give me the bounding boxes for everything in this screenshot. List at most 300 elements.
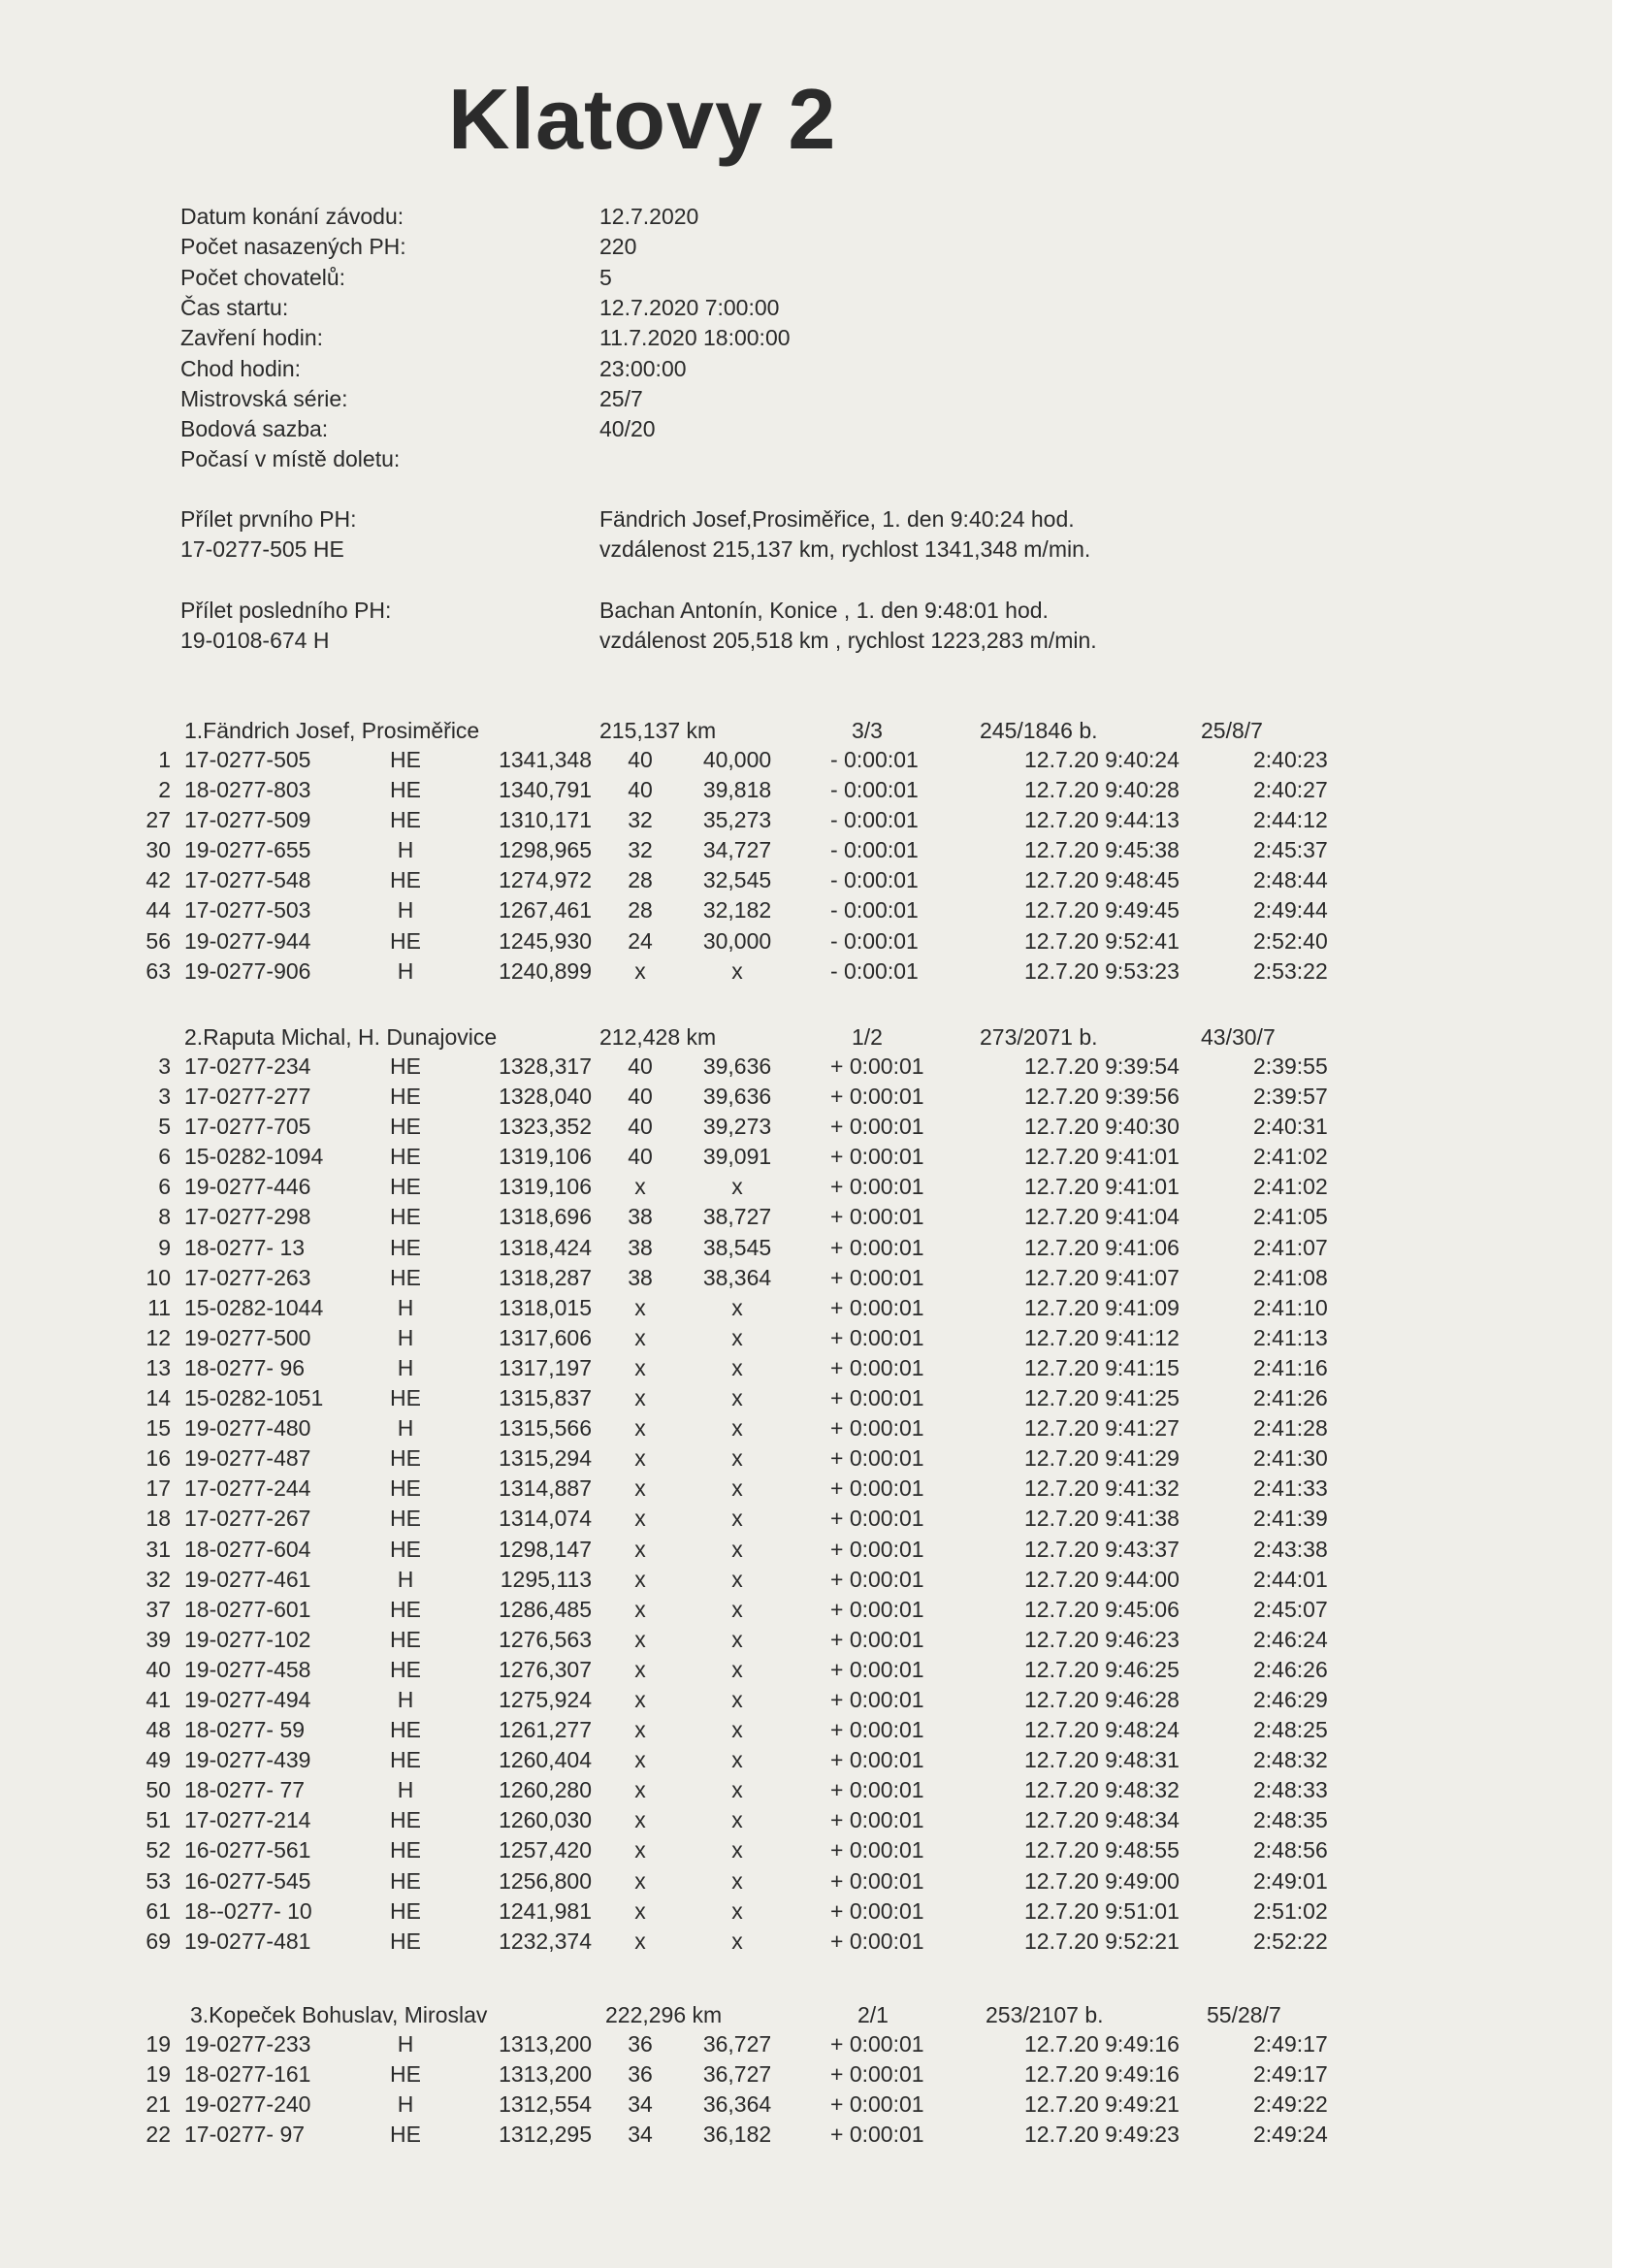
breeder-name: 1.Fändrich Josef, Prosiměřice xyxy=(184,718,480,743)
speed: 1328,317 xyxy=(499,1053,592,1079)
arrival-time: 12.7.20 9:46:23 xyxy=(1024,1626,1180,1652)
table-row xyxy=(0,1355,1612,1385)
speed: 1318,696 xyxy=(499,1204,592,1230)
ring-number: 19-0277-446 xyxy=(184,1174,311,1200)
clock-correction: + 0:00:01 xyxy=(830,1053,924,1079)
sex: HE xyxy=(390,1596,421,1622)
clock-correction: + 0:00:01 xyxy=(830,1536,924,1562)
clock-correction: + 0:00:01 xyxy=(830,1928,924,1954)
clock-correction: + 0:00:01 xyxy=(830,1114,924,1140)
table-row xyxy=(0,1868,1612,1898)
flight-time: 2:41:33 xyxy=(1253,1475,1328,1502)
placement: 32 xyxy=(146,1566,171,1592)
sex: HE xyxy=(390,1475,421,1502)
coefficient: x xyxy=(731,1717,743,1743)
meta-row xyxy=(0,295,1358,326)
points: x xyxy=(634,1324,646,1350)
sex: HE xyxy=(390,1084,421,1110)
flight-time: 2:41:28 xyxy=(1253,1415,1328,1442)
speed: 1276,307 xyxy=(499,1656,592,1682)
ring-number: 18-0277- 96 xyxy=(184,1354,306,1380)
arrival-time: 12.7.20 9:40:24 xyxy=(1024,747,1180,772)
flight-time: 2:40:31 xyxy=(1253,1114,1328,1140)
placement: 17 xyxy=(146,1475,171,1502)
table-row xyxy=(0,1235,1612,1265)
flight-time: 2:48:25 xyxy=(1253,1717,1328,1743)
clock-correction: + 0:00:01 xyxy=(830,1354,924,1380)
sex: HE xyxy=(390,1144,421,1170)
sex: HE xyxy=(390,1928,421,1954)
coefficient: x xyxy=(731,1867,743,1894)
first-arrival-label: Přílet prvního PH: xyxy=(180,506,357,532)
placement: 18 xyxy=(146,1506,171,1532)
placement: 3 xyxy=(158,1084,171,1110)
coefficient: 38,727 xyxy=(702,1204,772,1230)
flight-time: 2:41:07 xyxy=(1253,1234,1328,1260)
clock-correction: + 0:00:01 xyxy=(830,1596,924,1622)
points: x xyxy=(634,1415,646,1442)
table-row xyxy=(0,1053,1612,1084)
ring-number: 17-0277-503 xyxy=(184,897,311,923)
meta-label: Počet nasazených PH: xyxy=(180,234,406,260)
ring-number: 17-0277-263 xyxy=(184,1264,311,1290)
ring-number: 17-0277-705 xyxy=(184,1114,311,1140)
ring-number: 18-0277-803 xyxy=(184,777,311,803)
ring-number: 19-0277-102 xyxy=(184,1626,311,1652)
clock-correction: + 0:00:01 xyxy=(830,1264,924,1290)
table-row xyxy=(0,1928,1612,1959)
coefficient: x xyxy=(731,1324,743,1350)
coefficient: 36,727 xyxy=(702,2031,772,2057)
arrival-time: 12.7.20 9:41:01 xyxy=(1024,1144,1180,1170)
sex: HE xyxy=(390,1114,421,1140)
ring-number: 17-0277-505 xyxy=(184,747,311,772)
speed: 1286,485 xyxy=(499,1596,592,1622)
points: x xyxy=(634,1566,646,1592)
speed: 1341,348 xyxy=(499,747,592,772)
flight-time: 2:51:02 xyxy=(1253,1897,1328,1924)
meta-row xyxy=(0,356,1358,387)
clock-correction: - 0:00:01 xyxy=(830,777,919,803)
placement: 53 xyxy=(146,1867,171,1894)
last-arrival-line1 xyxy=(0,598,1358,629)
placement: 61 xyxy=(146,1897,171,1924)
table-row xyxy=(0,1415,1612,1445)
table-row xyxy=(0,1687,1612,1717)
points: 28 xyxy=(628,867,653,893)
arrival-time: 12.7.20 9:45:06 xyxy=(1024,1596,1180,1622)
placement: 6 xyxy=(158,1144,171,1170)
breeder-header xyxy=(0,718,1612,747)
arrival-time: 12.7.20 9:41:09 xyxy=(1024,1294,1180,1320)
placement: 12 xyxy=(146,1324,171,1350)
breeder-ratio: 1/2 xyxy=(852,1024,883,1050)
speed: 1245,930 xyxy=(499,927,592,954)
coefficient: x xyxy=(731,1506,743,1532)
flight-time: 2:41:39 xyxy=(1253,1506,1328,1532)
arrival-time: 12.7.20 9:48:34 xyxy=(1024,1807,1180,1833)
sex: HE xyxy=(390,1626,421,1652)
ring-number: 17-0277-267 xyxy=(184,1506,311,1532)
breeder-distance: 222,296 km xyxy=(605,2002,723,2027)
placement: 8 xyxy=(158,1204,171,1230)
placement: 56 xyxy=(146,927,171,954)
speed: 1315,837 xyxy=(499,1385,592,1411)
breeder-name: 2.Raputa Michal, H. Dunajovice xyxy=(184,1024,498,1050)
meta-row xyxy=(0,446,1358,477)
sex: HE xyxy=(390,1656,421,1682)
sex: H xyxy=(397,2031,414,2057)
sex: HE xyxy=(390,747,421,772)
sex: HE xyxy=(390,927,421,954)
table-row xyxy=(0,1084,1612,1114)
clock-correction: + 0:00:01 xyxy=(830,1837,924,1863)
coefficient: 38,545 xyxy=(702,1234,772,1260)
sex: H xyxy=(397,957,414,984)
breeder-section xyxy=(0,718,1612,988)
coefficient: 30,000 xyxy=(702,927,772,954)
arrival-time: 12.7.20 9:41:32 xyxy=(1024,1475,1180,1502)
sex: HE xyxy=(390,1385,421,1411)
table-row xyxy=(0,1597,1612,1627)
ring-number: 18-0277- 13 xyxy=(184,1234,306,1260)
points: 38 xyxy=(628,1204,653,1230)
breeder-ratio: 2/1 xyxy=(857,2002,889,2027)
first-arrival-info: Fändrich Josef,Prosiměřice, 1. den 9:40:24 hod. xyxy=(599,506,1075,532)
placement: 11 xyxy=(147,1294,171,1320)
arrival-time: 12.7.20 9:41:01 xyxy=(1024,1174,1180,1200)
ring-number: 16-0277-545 xyxy=(184,1867,311,1894)
speed: 1298,965 xyxy=(499,837,592,863)
clock-correction: + 0:00:01 xyxy=(830,1204,924,1230)
points: x xyxy=(634,1506,646,1532)
ring-number: 17-0277-298 xyxy=(184,1204,311,1230)
flight-time: 2:41:26 xyxy=(1253,1385,1328,1411)
meta-row xyxy=(0,204,1358,235)
speed: 1323,352 xyxy=(499,1114,592,1140)
table-row xyxy=(0,1898,1612,1928)
table-row xyxy=(0,2061,1612,2091)
points: x xyxy=(634,1897,646,1924)
points: 40 xyxy=(628,747,653,772)
arrival-time: 12.7.20 9:52:21 xyxy=(1024,1928,1180,1954)
clock-correction: - 0:00:01 xyxy=(830,897,919,923)
coefficient: x xyxy=(731,1777,743,1803)
placement: 5 xyxy=(158,1114,171,1140)
breeder-points: 273/2071 b. xyxy=(980,1024,1098,1050)
meta-label: Mistrovská série: xyxy=(180,385,348,411)
ring-number: 15-0282-1051 xyxy=(184,1385,324,1411)
speed: 1240,899 xyxy=(499,957,592,984)
clock-correction: - 0:00:01 xyxy=(830,957,919,984)
arrival-time: 12.7.20 9:48:31 xyxy=(1024,1747,1180,1773)
points: 34 xyxy=(628,2091,653,2118)
flight-time: 2:46:26 xyxy=(1253,1656,1328,1682)
table-row xyxy=(0,897,1612,927)
flight-time: 2:41:05 xyxy=(1253,1204,1328,1230)
placement: 30 xyxy=(146,837,171,863)
speed: 1274,972 xyxy=(499,867,592,893)
ring-number: 19-0277-655 xyxy=(184,837,311,863)
arrival-time: 12.7.20 9:41:27 xyxy=(1024,1415,1180,1442)
coefficient: x xyxy=(731,1385,743,1411)
breeder-header xyxy=(0,1024,1612,1053)
speed: 1328,040 xyxy=(499,1084,592,1110)
speed: 1312,554 xyxy=(499,2091,592,2118)
clock-correction: + 0:00:01 xyxy=(830,2031,924,2057)
meta-label: Chod hodin: xyxy=(180,355,302,381)
placement: 42 xyxy=(146,867,171,893)
placement: 19 xyxy=(146,2031,171,2057)
breeder-series: 43/30/7 xyxy=(1201,1024,1276,1050)
sex: HE xyxy=(390,1717,421,1743)
clock-correction: + 0:00:01 xyxy=(830,1897,924,1924)
points: x xyxy=(634,1385,646,1411)
ring-number: 19-0277-233 xyxy=(184,2031,311,2057)
points: x xyxy=(634,1475,646,1502)
placement: 19 xyxy=(146,2061,171,2088)
ring-number: 17-0277- 97 xyxy=(184,2122,306,2148)
points: 28 xyxy=(628,897,653,923)
clock-correction: + 0:00:01 xyxy=(830,1475,924,1502)
flight-time: 2:48:32 xyxy=(1253,1747,1328,1773)
coefficient: x xyxy=(731,1566,743,1592)
placement: 37 xyxy=(146,1596,171,1622)
breeder-series: 25/8/7 xyxy=(1201,718,1263,743)
clock-correction: + 0:00:01 xyxy=(830,1686,924,1712)
arrival-time: 12.7.20 9:40:30 xyxy=(1024,1114,1180,1140)
placement: 50 xyxy=(146,1777,171,1803)
clock-correction: + 0:00:01 xyxy=(830,1807,924,1833)
coefficient: x xyxy=(731,1415,743,1442)
points: 40 xyxy=(628,1084,653,1110)
coefficient: 38,364 xyxy=(702,1264,772,1290)
flight-time: 2:45:07 xyxy=(1253,1596,1328,1622)
flight-time: 2:48:35 xyxy=(1253,1807,1328,1833)
sex: HE xyxy=(390,1897,421,1924)
flight-time: 2:52:40 xyxy=(1253,927,1328,954)
points: 34 xyxy=(628,2122,653,2148)
ring-number: 18-0277-601 xyxy=(184,1596,311,1622)
first-arrival-ring: 17-0277-505 HE xyxy=(180,536,344,562)
ring-number: 19-0277-240 xyxy=(184,2091,311,2118)
coefficient: 39,636 xyxy=(702,1053,772,1079)
flight-time: 2:41:08 xyxy=(1253,1264,1328,1290)
coefficient: 36,182 xyxy=(702,2122,772,2148)
table-row xyxy=(0,1325,1612,1355)
placement: 14 xyxy=(146,1385,171,1411)
flight-time: 2:41:13 xyxy=(1253,1324,1328,1350)
coefficient: x xyxy=(731,1807,743,1833)
table-row xyxy=(0,1144,1612,1174)
points: x xyxy=(634,1807,646,1833)
sex: H xyxy=(397,837,414,863)
clock-correction: - 0:00:01 xyxy=(830,867,919,893)
coefficient: x xyxy=(731,1686,743,1712)
clock-correction: + 0:00:01 xyxy=(830,1445,924,1472)
points: x xyxy=(634,1294,646,1320)
arrival-time: 12.7.20 9:51:01 xyxy=(1024,1897,1180,1924)
placement: 48 xyxy=(146,1717,171,1743)
last-arrival-label: Přílet posledního PH: xyxy=(180,598,392,623)
meta-value: 12.7.2020 7:00:00 xyxy=(599,294,780,320)
meta-row xyxy=(0,416,1358,447)
speed: 1260,030 xyxy=(499,1807,592,1833)
sex: HE xyxy=(390,807,421,833)
speed: 1267,461 xyxy=(499,897,592,923)
table-row xyxy=(0,1506,1612,1536)
clock-correction: + 0:00:01 xyxy=(830,1144,924,1170)
flight-time: 2:44:12 xyxy=(1253,807,1328,833)
ring-number: 19-0277-487 xyxy=(184,1445,311,1472)
ring-number: 19-0277-906 xyxy=(184,957,311,984)
placement: 9 xyxy=(158,1234,171,1260)
arrival-time: 12.7.20 9:53:23 xyxy=(1024,957,1180,984)
points: x xyxy=(634,1626,646,1652)
table-row xyxy=(0,1777,1612,1807)
arrival-time: 12.7.20 9:39:54 xyxy=(1024,1053,1180,1079)
arrival-time: 12.7.20 9:46:28 xyxy=(1024,1686,1180,1712)
ring-number: 17-0277-548 xyxy=(184,867,311,893)
arrival-time: 12.7.20 9:49:16 xyxy=(1024,2031,1180,2057)
last-arrival-info: Bachan Antonín, Konice , 1. den 9:48:01 hod. xyxy=(599,598,1049,623)
arrival-time: 12.7.20 9:52:41 xyxy=(1024,927,1180,954)
first-arrival-line2 xyxy=(0,536,1358,567)
meta-value: 40/20 xyxy=(599,416,656,442)
flight-time: 2:43:38 xyxy=(1253,1536,1328,1562)
arrival-time: 12.7.20 9:49:23 xyxy=(1024,2122,1180,2148)
ring-number: 17-0277-244 xyxy=(184,1475,311,1502)
ring-number: 19-0277-481 xyxy=(184,1928,311,1954)
speed: 1256,800 xyxy=(499,1867,592,1894)
speed: 1276,563 xyxy=(499,1626,592,1652)
speed: 1318,287 xyxy=(499,1264,592,1290)
ring-number: 17-0277-214 xyxy=(184,1807,311,1833)
breeder-header xyxy=(0,2002,1612,2031)
arrival-time: 12.7.20 9:44:00 xyxy=(1024,1566,1180,1592)
sex: HE xyxy=(390,1807,421,1833)
speed: 1315,294 xyxy=(499,1445,592,1472)
table-row xyxy=(0,1747,1612,1777)
coefficient: 39,091 xyxy=(702,1144,772,1170)
last-arrival-ring: 19-0108-674 H xyxy=(180,628,330,653)
coefficient: x xyxy=(731,1596,743,1622)
arrival-time: 12.7.20 9:43:37 xyxy=(1024,1536,1180,1562)
clock-correction: + 0:00:01 xyxy=(830,1385,924,1411)
clock-correction: + 0:00:01 xyxy=(830,1747,924,1773)
last-arrival-distance: vzdálenost 205,518 km , rychlost 1223,283 m/min. xyxy=(599,628,1097,653)
first-arrival-line1 xyxy=(0,506,1358,537)
clock-correction: + 0:00:01 xyxy=(830,1174,924,1200)
ring-number: 18--0277- 10 xyxy=(184,1897,312,1924)
arrival-time: 12.7.20 9:41:25 xyxy=(1024,1385,1180,1411)
meta-value: 12.7.2020 xyxy=(599,204,699,229)
points: 40 xyxy=(628,777,653,803)
arrival-time: 12.7.20 9:48:55 xyxy=(1024,1837,1180,1863)
sex: H xyxy=(397,1415,414,1442)
ring-number: 19-0277-500 xyxy=(184,1324,311,1350)
sex: HE xyxy=(390,1867,421,1894)
points: x xyxy=(634,1445,646,1472)
flight-time: 2:49:44 xyxy=(1253,897,1328,923)
flight-time: 2:49:01 xyxy=(1253,1867,1328,1894)
arrival-time: 12.7.20 9:49:21 xyxy=(1024,2091,1180,2118)
flight-time: 2:49:24 xyxy=(1253,2122,1328,2148)
flight-time: 2:48:33 xyxy=(1253,1777,1328,1803)
clock-correction: - 0:00:01 xyxy=(830,927,919,954)
placement: 15 xyxy=(146,1415,171,1442)
sex: H xyxy=(397,1777,414,1803)
arrival-time: 12.7.20 9:49:00 xyxy=(1024,1867,1180,1894)
breeder-section xyxy=(0,2002,1612,2152)
points: 36 xyxy=(628,2031,653,2057)
speed: 1317,197 xyxy=(499,1354,592,1380)
flight-time: 2:39:57 xyxy=(1253,1084,1328,1110)
meta-label: Počasí v místě doletu: xyxy=(180,446,401,472)
meta-label: Počet chovatelů: xyxy=(180,264,346,290)
breeder-distance: 215,137 km xyxy=(599,718,717,743)
placement: 31 xyxy=(146,1536,171,1562)
coefficient: x xyxy=(731,1897,743,1924)
arrival-time: 12.7.20 9:48:24 xyxy=(1024,1717,1180,1743)
breeder-section xyxy=(0,1024,1612,1959)
ring-number: 16-0277-561 xyxy=(184,1837,311,1863)
clock-correction: + 0:00:01 xyxy=(830,1777,924,1803)
meta-value: 5 xyxy=(599,264,612,290)
flight-time: 2:40:23 xyxy=(1253,747,1328,772)
points: x xyxy=(634,1536,646,1562)
arrival-time: 12.7.20 9:49:16 xyxy=(1024,2061,1180,2088)
meta-row xyxy=(0,325,1358,356)
flight-time: 2:49:22 xyxy=(1253,2091,1328,2118)
clock-correction: + 0:00:01 xyxy=(830,1506,924,1532)
coefficient: 39,273 xyxy=(702,1114,772,1140)
points: 32 xyxy=(628,807,653,833)
page-title: Klatovy 2 xyxy=(448,71,837,167)
first-arrival-distance: vzdálenost 215,137 km, rychlost 1341,348 m/min. xyxy=(599,536,1091,562)
clock-correction: + 0:00:01 xyxy=(830,2061,924,2088)
placement: 6 xyxy=(158,1174,171,1200)
arrival-time: 12.7.20 9:41:15 xyxy=(1024,1354,1180,1380)
coefficient: x xyxy=(731,1536,743,1562)
points: x xyxy=(634,1686,646,1712)
breeder-series: 55/28/7 xyxy=(1207,2002,1281,2027)
points: 24 xyxy=(628,927,653,954)
table-row xyxy=(0,1537,1612,1567)
points: x xyxy=(634,1717,646,1743)
points: x xyxy=(634,1747,646,1773)
speed: 1257,420 xyxy=(499,1837,592,1863)
ring-number: 15-0282-1094 xyxy=(184,1144,324,1170)
clock-correction: + 0:00:01 xyxy=(830,1324,924,1350)
sex: HE xyxy=(390,2122,421,2148)
breeder-points: 245/1846 b. xyxy=(980,718,1098,743)
speed: 1312,295 xyxy=(499,2122,592,2148)
clock-correction: + 0:00:01 xyxy=(830,2122,924,2148)
meta-value: 11.7.2020 18:00:00 xyxy=(599,325,791,351)
ring-number: 17-0277-277 xyxy=(184,1084,311,1110)
speed: 1232,374 xyxy=(499,1928,592,1954)
flight-time: 2:46:29 xyxy=(1253,1686,1328,1712)
points: x xyxy=(634,1837,646,1863)
table-row xyxy=(0,1837,1612,1867)
placement: 39 xyxy=(146,1626,171,1652)
sex: H xyxy=(397,1686,414,1712)
ring-number: 18-0277-161 xyxy=(184,2061,311,2088)
meta-row xyxy=(0,265,1358,296)
clock-correction: + 0:00:01 xyxy=(830,1626,924,1652)
arrival-time: 12.7.20 9:48:32 xyxy=(1024,1777,1180,1803)
